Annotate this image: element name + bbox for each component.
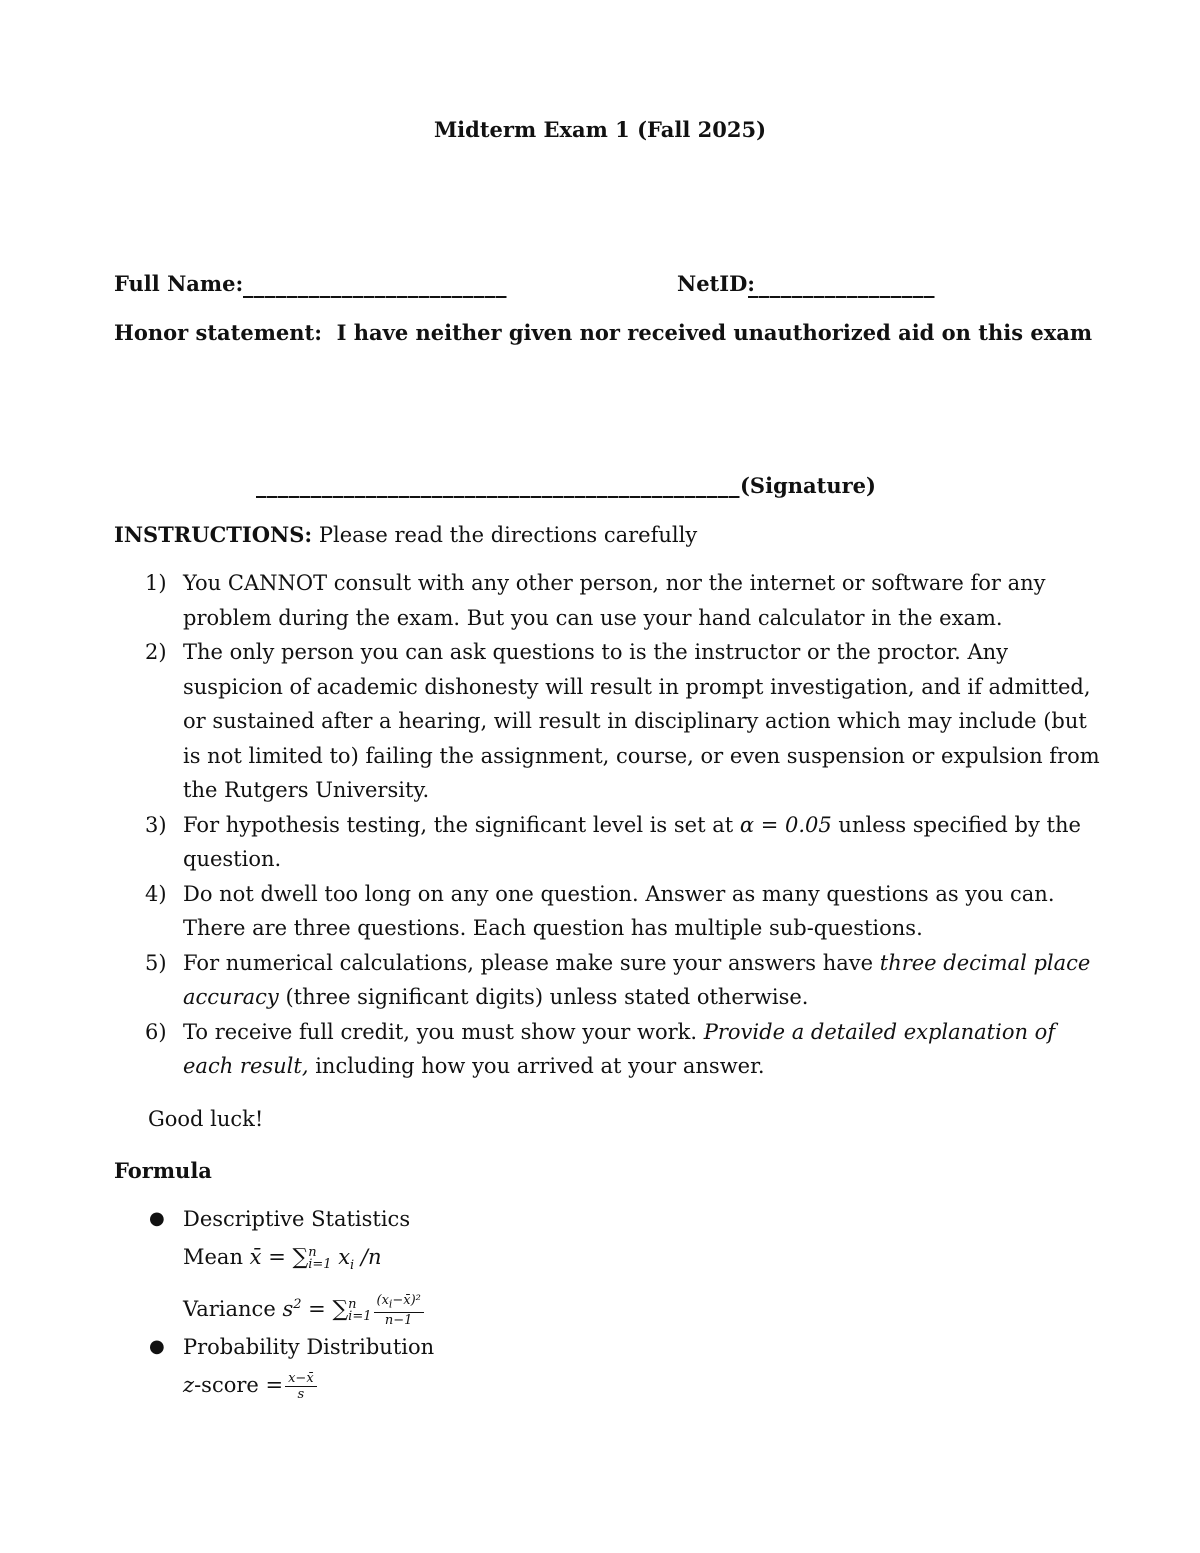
instructions-intro: Please read the directions carefully — [318, 523, 698, 547]
list-item — [145, 946, 1105, 1015]
list-item — [145, 566, 1105, 635]
instructions-list — [145, 566, 1105, 1084]
item-text-after: including how you arrived at your answer. — [315, 1054, 765, 1078]
list-item — [145, 877, 1105, 946]
item-text-before: For numerical calculations, please make sure your answers have — [183, 950, 874, 975]
instructions-heading — [114, 521, 697, 549]
item-number: 5) — [145, 950, 167, 975]
list-item — [145, 808, 1105, 877]
variance-label: Variance — [183, 1297, 276, 1321]
item-text: The only person you can ask questions to is the instructor or the proctor. Any suspicion of academic dishonesty will result in prompt investigation, and if admitted, or sustained after a hearing, will result in disciplinary action which may include (but is not limited to) failing the assignment, course, or even suspension or expulsion from the Rutgers University. — [183, 640, 1100, 802]
item-text — [183, 808, 1105, 877]
list-item — [145, 1329, 845, 1405]
signature-field[interactable]: ____________________________________________ — [256, 473, 740, 498]
item-number: 4) — [145, 881, 167, 906]
item-number: 3) — [145, 812, 167, 837]
honor-text: I have neither given nor received unauthorized aid on this exam — [336, 320, 1093, 345]
variance-formula — [183, 1286, 845, 1329]
alpha-value: α = 0.05 — [739, 812, 832, 837]
item-number: 2) — [145, 640, 167, 664]
full-name-label: Full Name: — [114, 271, 244, 296]
page-title: Midterm Exam 1 (Fall 2025) — [433, 117, 767, 142]
item-text-italic: Provide a detailed explanation of each result, — [183, 1019, 1056, 1078]
signature-label: (Signature) — [740, 473, 876, 498]
item-text: Do not dwell too long on any one question. Answer as many questions as you can. There are three questions. Each question has multiple sub-questions. — [183, 881, 1055, 940]
item-text-after: unless specified by the question. — [183, 812, 1081, 871]
item-text-italic: three decimal place accuracy — [183, 950, 1091, 1009]
variance-expression: $s^2$ = ∑ n i=1 $\frac{(x_i-x̄)^2}{n-1}$ — [282, 1297, 423, 1321]
zscore-formula — [183, 1365, 845, 1405]
good-luck: Good luck! — [148, 1107, 264, 1131]
z-symbol: z — [183, 1373, 195, 1397]
mean-formula — [183, 1237, 845, 1286]
item-text-after: (three significant digits) unless stated otherwise. — [285, 985, 809, 1009]
item-text — [183, 1015, 1105, 1084]
zscore-expression: $\frac{x-x̄}{s}$ — [283, 1373, 317, 1397]
full-name-field[interactable]: ________________________ — [243, 273, 507, 298]
item-text: You CANNOT consult with any other person, nor the internet or software for any problem during the exam. But you can use your hand calculator in the exam. — [183, 571, 1046, 630]
item-text-before: For hypothesis testing, the significant level is set at — [183, 812, 734, 837]
formula-section-title: Probability Distribution — [183, 1335, 435, 1359]
netid-label: NetID: — [677, 271, 756, 296]
list-item — [145, 1201, 845, 1329]
honor-statement — [114, 319, 1092, 346]
item-text — [183, 946, 1105, 1015]
bullet-icon: ● — [149, 1208, 165, 1229]
formula-list — [145, 1201, 845, 1405]
instructions-label: INSTRUCTIONS: — [114, 522, 313, 547]
formula-section-title: Descriptive Statistics — [183, 1207, 411, 1231]
bullet-icon: ● — [149, 1336, 165, 1357]
list-item — [145, 1015, 1105, 1084]
list-item — [145, 635, 1105, 808]
item-text-before: To receive full credit, you must show your work. — [183, 1019, 698, 1044]
item-number: 6) — [145, 1019, 167, 1044]
mean-expression: x̄ = ∑ n i=1 $x_i$ /n — [249, 1244, 382, 1273]
mean-label: Mean — [183, 1245, 243, 1269]
zscore-label: -score = — [194, 1373, 284, 1397]
formula-heading: Formula — [114, 1158, 212, 1183]
signature-row — [256, 472, 876, 499]
honor-label: Honor statement: — [114, 320, 322, 345]
netid-field[interactable]: _________________ — [748, 273, 935, 298]
item-number: 1) — [145, 571, 167, 595]
